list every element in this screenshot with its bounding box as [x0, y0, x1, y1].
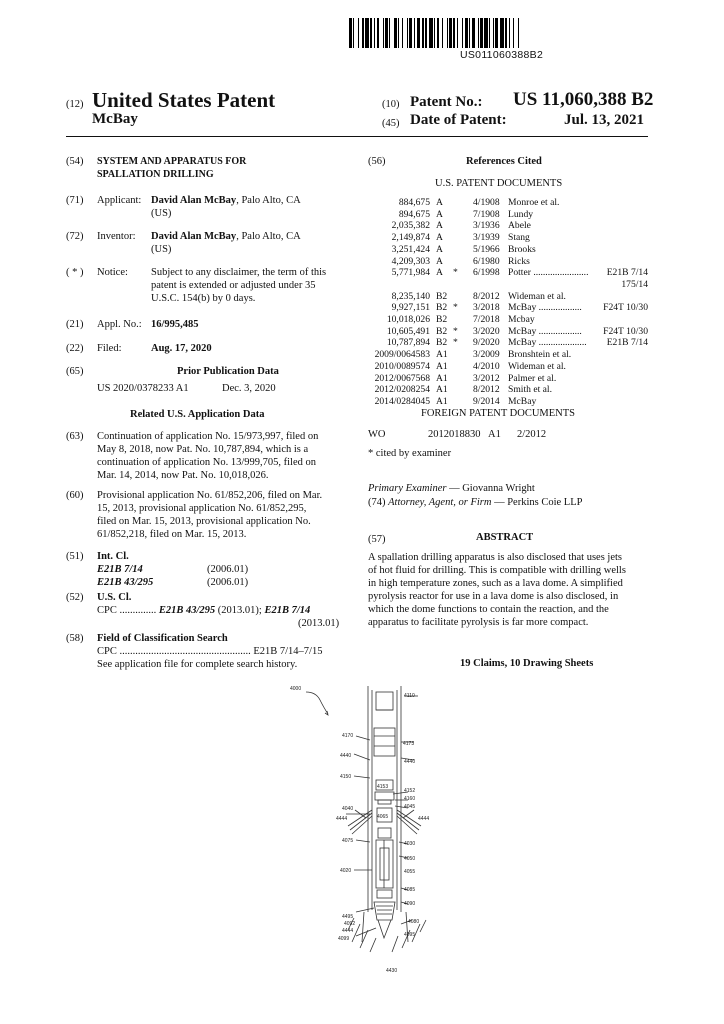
us-cl-date: (2013.01) — [298, 618, 340, 629]
appl-no: 16/995,485 — [151, 319, 199, 330]
notice-line3: U.S.C. 154(b) by 0 days. — [151, 293, 256, 304]
continuation-line4: Mar. 14, 2014, now Pat. No. 10,018,026. — [97, 470, 269, 481]
drilling-apparatus-figure — [280, 680, 450, 980]
provisional-line3: filed on Mar. 15, 2013, provisional application No. — [97, 516, 311, 527]
primary-examiner: Primary Examiner — Giovanna Wright — [368, 483, 535, 494]
abstract-heading: ABSTRACT — [476, 532, 534, 543]
us-ref-name: Lundy — [508, 208, 534, 220]
continuation-line3: continuation of application No. 13/999,705, filed on — [97, 457, 317, 468]
us-ref-kind: B2 — [436, 337, 448, 349]
us-docs-heading: U.S. PATENT DOCUMENTS — [435, 178, 563, 189]
us-ref-star: * — [453, 337, 458, 349]
code-65: (65) — [66, 366, 84, 377]
notice-label: Notice: — [97, 267, 128, 278]
ref-4153: 4153 — [377, 784, 389, 790]
inventor-country: (US) — [151, 244, 172, 255]
abstract-line: which the dome functions to contain the reaction, and the — [368, 604, 609, 615]
continuation-line1: Continuation of application No. 15/973,997, filed on — [97, 431, 319, 442]
code-45: (45) — [382, 118, 400, 129]
appl-no-label: Appl. No.: — [97, 319, 142, 330]
code-21: (21) — [66, 319, 84, 330]
provisional-line2: 15, 2013, provisional application No. 61/852,295, — [97, 503, 307, 514]
foreign-kind: A1 — [488, 429, 501, 440]
us-ref-star: * — [453, 302, 458, 314]
invention-title-line1: SYSTEM AND APPARATUS FOR — [97, 156, 247, 167]
field-search-cpc: CPC .................................................. E21B 7/14–7/15 — [97, 646, 323, 657]
ref-4095: 4095 — [404, 932, 416, 938]
code-72: (72) — [66, 231, 84, 242]
us-ref-date: 5/1966 — [473, 243, 500, 255]
us-ref-num: 5,771,984 — [391, 267, 430, 279]
us-ref-date: 8/2012 — [473, 290, 500, 302]
us-ref-kind: A — [436, 220, 443, 232]
us-ref-name: Monroe et al. — [508, 197, 560, 208]
provisional-line4: 61/852,218, filed on Mar. 15, 2013. — [97, 529, 247, 540]
ref-4055: 4055 — [404, 869, 416, 875]
ref-4150: 4150 — [340, 774, 352, 780]
us-ref-date: 3/1936 — [473, 220, 500, 232]
code-22: (22) — [66, 343, 84, 354]
ref-4444-right: 4444 — [418, 816, 430, 822]
prior-pub-number: US 2020/0378233 A1 — [97, 383, 189, 394]
patent-title: United States Patent — [92, 88, 276, 112]
code-63: (63) — [66, 431, 84, 442]
ref-4173: 4173 — [403, 741, 415, 747]
us-ref-num: 894,675 — [398, 208, 430, 220]
us-ref-name: Palmer et al. — [508, 372, 557, 384]
int-cl-1-date: (2006.01) — [207, 564, 249, 575]
ref-4020: 4020 — [340, 868, 352, 874]
ref-4099: 4099 — [338, 936, 350, 942]
us-ref-date: 8/2012 — [473, 384, 500, 396]
int-cl-label: Int. Cl. — [97, 551, 129, 562]
us-ref-num: 8,235,140 — [391, 290, 430, 302]
us-ref-num: 2,035,382 — [391, 220, 430, 232]
cited-by-examiner: * cited by examiner — [368, 448, 452, 459]
us-ref-num: 4,209,303 — [391, 255, 430, 267]
invention-title-line2: SPALLATION DRILLING — [97, 169, 214, 180]
ref-4040: 4040 — [342, 806, 354, 812]
us-ref-date: 6/1998 — [473, 267, 500, 279]
field-search-label: Field of Classification Search — [97, 633, 228, 644]
us-ref-kind: A1 — [436, 372, 448, 384]
abstract-line: in high temperature zones, such as a lava dome. A simplified — [368, 578, 623, 589]
ref-4080: 4080 — [408, 919, 420, 925]
us-ref-date: 7/1908 — [473, 208, 500, 220]
claims-count: 19 Claims, 10 Drawing Sheets — [460, 658, 594, 669]
us-ref-kind: B2 — [436, 290, 448, 302]
us-ref-date: 4/1908 — [473, 197, 500, 208]
provisional-line1: Provisional application No. 61/852,206, filed on Mar. — [97, 490, 323, 501]
us-ref-name: Ricks — [508, 255, 530, 267]
date-label: Date of Patent: — [410, 112, 507, 128]
us-ref-num: 10,605,491 — [386, 325, 430, 337]
code-52: (52) — [66, 592, 84, 603]
int-cl-2-date: (2006.01) — [207, 577, 249, 588]
us-ref-kind: A — [436, 243, 443, 255]
ref-4444-bottom: 4444 — [342, 928, 354, 934]
code-12: (12) — [66, 99, 84, 110]
code-notice: ( * ) — [66, 267, 84, 278]
us-ref-kind: B2 — [436, 302, 448, 314]
attorney: (74) Attorney, Agent, or Firm — Perkins Coie LLP — [368, 497, 583, 508]
abstract-line: pyrolysis reactor for use in a lava dome is also disclosed, in — [368, 591, 619, 602]
us-ref-date: 6/1980 — [473, 255, 500, 267]
continuation-line2: May 8, 2018, now Pat. No. 10,787,894, which is a — [97, 444, 309, 455]
us-ref-kind: A1 — [436, 360, 448, 372]
abstract-line: of hot fluid for drilling. This is compatible with drilling wells — [368, 565, 626, 576]
notice-line2: patent is extended or adjusted under 35 — [151, 280, 316, 291]
code-51: (51) — [66, 551, 84, 562]
ref-4430: 4430 — [386, 968, 398, 974]
us-ref-kind: A1 — [436, 349, 448, 361]
references-heading: References Cited — [466, 156, 542, 167]
us-ref-num: 2009/0064583 — [374, 349, 430, 361]
us-ref-star: * — [453, 267, 458, 279]
ref-4030: 4030 — [404, 841, 416, 847]
us-ref-date: 9/2020 — [473, 337, 500, 349]
us-ref-kind: B2 — [436, 325, 448, 337]
ref-4152: 4152 — [404, 788, 416, 794]
us-ref-name: Smith et al. — [508, 384, 552, 396]
us-ref-star: * — [453, 325, 458, 337]
int-cl-2: E21B 43/295 — [97, 577, 154, 588]
us-cl-cpc: CPC .............. E21B 43/295 (2013.01); E21B 7/14 — [97, 605, 311, 616]
us-ref-date: 3/2018 — [473, 302, 500, 314]
foreign-date: 2/2012 — [517, 429, 547, 440]
us-ref-name: McBay — [508, 395, 537, 407]
us-ref-date: 3/2009 — [473, 349, 500, 361]
code-56: (56) — [368, 156, 386, 167]
us-ref-num: 2,149,874 — [391, 232, 430, 244]
ref-4170: 4170 — [342, 733, 354, 739]
us-ref-cls: 175/14 — [621, 278, 648, 290]
ref-4495: 4495 — [342, 914, 354, 920]
us-ref-kind: A — [436, 232, 443, 244]
ref-4440-left: 4440 — [340, 753, 352, 759]
code-71: (71) — [66, 195, 84, 206]
us-ref-kind: B2 — [436, 314, 448, 325]
code-60: (60) — [66, 490, 84, 501]
applicant: David Alan McBay, Palo Alto, CA — [151, 195, 301, 206]
related-heading: Related U.S. Application Data — [130, 409, 265, 420]
patent-number: US 11,060,388 B2 — [513, 89, 654, 110]
field-search-note: See application file for complete search history. — [97, 659, 298, 670]
ref-4085: 4085 — [404, 887, 416, 893]
us-ref-cls: F24T 10/30 — [603, 302, 648, 314]
us-ref-name: Mcbay — [508, 314, 535, 325]
us-cl-label: U.S. Cl. — [97, 592, 132, 603]
code-58: (58) — [66, 633, 84, 644]
barcode — [349, 18, 647, 48]
ref-4090: 4090 — [404, 901, 416, 907]
us-ref-num: 2012/0067568 — [374, 372, 430, 384]
us-ref-num: 9,927,151 — [391, 302, 430, 314]
us-ref-name: McBay .................... — [508, 337, 587, 349]
us-ref-name: Bronshtein et al. — [508, 349, 572, 361]
us-ref-num: 2012/0208254 — [374, 384, 430, 396]
prior-pub-date: Dec. 3, 2020 — [222, 383, 276, 394]
abstract-line: apparatus to facilitate pyrolysis is far more compact. — [368, 617, 589, 628]
patent-no-label: Patent No.: — [410, 94, 483, 110]
barcode-number: US011060388B2 — [460, 49, 544, 61]
us-ref-date: 3/2020 — [473, 325, 500, 337]
code-57: (57) — [368, 534, 386, 545]
inventor: David Alan McBay, Palo Alto, CA — [151, 231, 301, 242]
filed-label: Filed: — [97, 343, 122, 354]
us-ref-name: Potter ....................... — [508, 267, 589, 279]
us-ref-date: 4/2010 — [473, 360, 500, 372]
us-ref-name: McBay .................. — [508, 302, 582, 314]
us-ref-cls: E21B 7/14 — [606, 267, 648, 279]
ref-4000: 4000 — [290, 686, 302, 692]
us-ref-date: 3/2012 — [473, 372, 500, 384]
patent-date: Jul. 13, 2021 — [564, 112, 645, 128]
us-ref-kind: A — [436, 208, 443, 220]
ref-4065: 4065 — [377, 814, 389, 820]
ref-4110: 4110 — [404, 693, 415, 699]
us-ref-date: 9/2014 — [473, 395, 500, 407]
ref-4444-left: 4444 — [336, 816, 348, 822]
int-cl-1: E21B 7/14 — [97, 564, 143, 575]
filed-date: Aug. 17, 2020 — [151, 343, 212, 354]
us-ref-kind: A1 — [436, 384, 448, 396]
code-10: (10) — [382, 99, 400, 110]
ref-4075: 4075 — [342, 838, 354, 844]
us-ref-num: 3,251,424 — [391, 243, 430, 255]
us-ref-num: 10,787,894 — [386, 337, 430, 349]
us-ref-num: 2010/0089574 — [374, 360, 430, 372]
us-ref-name: Brooks — [508, 243, 536, 255]
ref-4045: 4045 — [404, 804, 416, 810]
foreign-number: 2012018830 — [428, 429, 481, 440]
applicant-country: (US) — [151, 208, 172, 219]
us-ref-date: 3/1939 — [473, 232, 500, 244]
us-ref-name: Wideman et al. — [508, 360, 566, 372]
ref-4160: 4160 — [404, 796, 416, 802]
foreign-country: WO — [368, 429, 386, 440]
ref-4092: 4092 — [344, 921, 356, 927]
ref-4050: 4050 — [404, 856, 416, 862]
us-ref-name: McBay .................. — [508, 325, 582, 337]
us-ref-date: 7/2018 — [473, 314, 500, 325]
us-ref-name: Stang — [508, 232, 530, 244]
abstract-line: A spallation drilling apparatus is also disclosed that uses jets — [368, 552, 623, 563]
inventor-label: Inventor: — [97, 231, 136, 242]
us-ref-name: Abele — [508, 220, 531, 232]
notice-line1: Subject to any disclaimer, the term of this — [151, 267, 327, 278]
prior-pub-heading: Prior Publication Data — [177, 366, 279, 377]
us-ref-kind: A — [436, 197, 443, 208]
us-ref-num: 2014/0284045 — [374, 395, 430, 407]
us-ref-name: Wideman et al. — [508, 290, 566, 302]
us-ref-kind: A — [436, 255, 443, 267]
header-rule — [66, 136, 648, 137]
us-ref-num: 10,018,026 — [386, 314, 430, 325]
us-ref-kind: A — [436, 267, 443, 279]
us-ref-kind: A1 — [436, 395, 448, 407]
us-ref-num: 884,675 — [398, 197, 430, 208]
code-54: (54) — [66, 156, 84, 167]
inventor-short: McBay — [92, 111, 138, 127]
foreign-docs-heading: FOREIGN PATENT DOCUMENTS — [421, 408, 576, 419]
applicant-label: Applicant: — [97, 195, 142, 206]
us-ref-cls: F24T 10/30 — [603, 325, 648, 337]
ref-4440-right: 4440 — [404, 759, 416, 765]
us-ref-cls: E21B 7/14 — [606, 337, 648, 349]
